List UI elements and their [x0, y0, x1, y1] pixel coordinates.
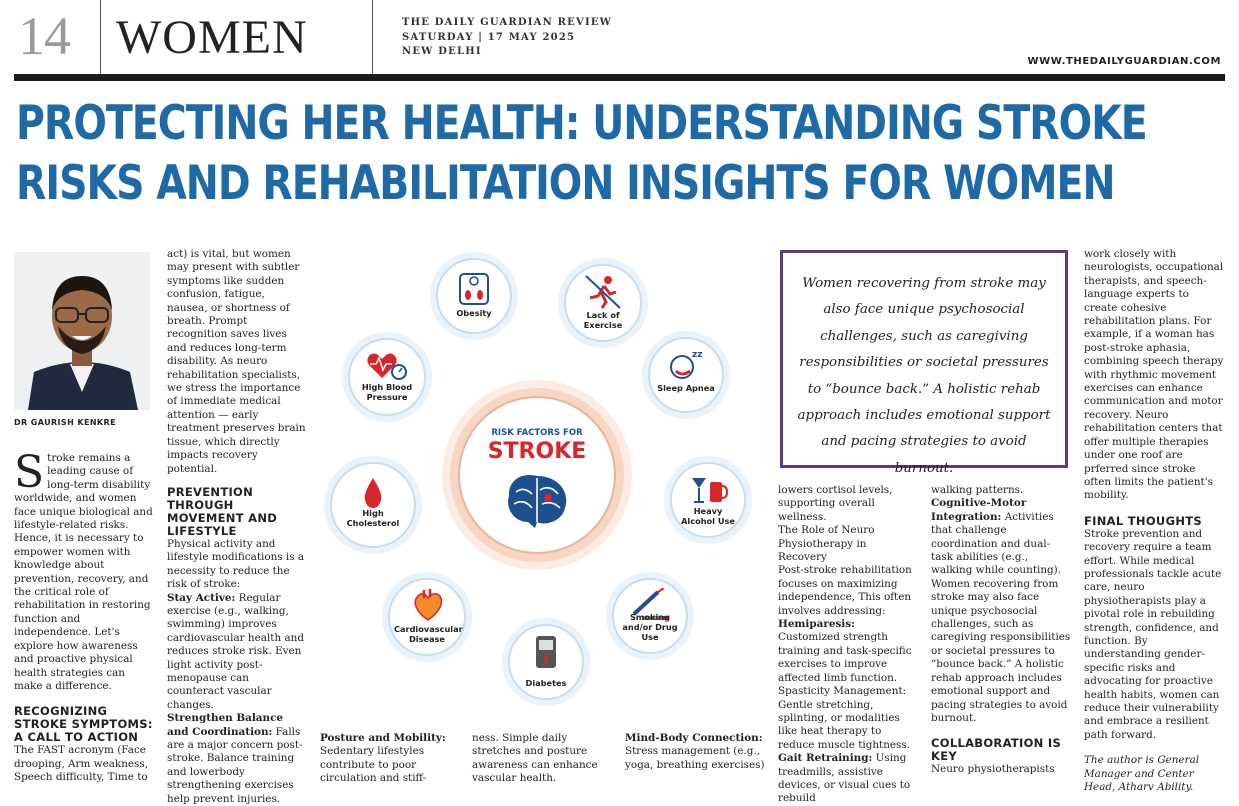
sleeping-face-icon [668, 347, 704, 381]
factor-diabetes [508, 624, 584, 700]
pull-quote [780, 250, 1068, 476]
website-link[interactable]: WWW.THEDAILYGUARDIAN.COM [1027, 56, 1221, 67]
factor-high-blood-pressure [348, 338, 426, 416]
factor-obesity [436, 258, 512, 334]
bold-label: Stay Active: [167, 591, 236, 604]
glucose-meter-icon [534, 634, 558, 670]
center-title: RISK FACTORS FOR [491, 428, 583, 438]
center-circle [458, 396, 616, 554]
headline-line: PROTECTING HER HEALTH: UNDERSTANDING STROKE [16, 96, 1147, 151]
section-heading: PREVENTION THROUGH MOVEMENT AND LIFESTYLE [167, 484, 278, 538]
heart-organ-icon [412, 588, 444, 622]
body-paragraph: Women recovering from stroke may also face unique psychosocial challenges, such as caregiving responsibilities or societal pressures to “bounce back.” A holistic rehab approach includes emotional support and pacing strategies to avoid burnout. [931, 577, 1071, 724]
heart-gauge-icon [366, 350, 408, 382]
quote-bar [780, 253, 783, 465]
body-paragraph: Stay Active: Regular exercise (e.g., walking, swimming) improves cardiovascular health and reduces stroke risk. Even light activity post-menopause can counteract vascular changes. [167, 591, 304, 711]
quote-bar [1065, 253, 1068, 465]
factor-label: Sleep Apnea [657, 383, 715, 393]
column-4 [931, 484, 1071, 777]
body-paragraph: The FAST acronym (Face drooping, Arm weakness, Speech difficulty, Time to [14, 744, 149, 784]
factor-label: Smoking and/or Drug Use [622, 612, 678, 642]
brain-icon [502, 470, 572, 532]
page-number: 14 [18, 6, 70, 66]
body-paragraph: lowers cortisol levels, supporting overall wellness. [778, 484, 893, 523]
headline-line: RISKS AND REHABILITATION INSIGHTS FOR WOMEN [16, 156, 1115, 211]
runner-icon [584, 274, 622, 310]
body-paragraph: ness. Simple daily stretches and posture awareness can enhance vascular health. [472, 732, 598, 785]
author-photo [14, 252, 150, 410]
body-paragraph: Hemiparesis: Customized strength training and task-specific exercises to improve affected limb function. [778, 618, 912, 684]
factor-high-cholesterol [330, 462, 416, 548]
center-word: STROKE [487, 439, 587, 464]
blood-drop-icon [361, 476, 385, 510]
bottom-text-1 [320, 732, 460, 786]
factor-cardiovascular-disease [388, 578, 466, 656]
factor-label: Cardiovascular Disease [394, 624, 463, 644]
scale-icon [458, 272, 490, 306]
section-heading: COLLABORATION IS KEY [931, 736, 1062, 764]
body-paragraph: Physical activity and lifestyle modifications is a necessity to reduce the risk of stroke: [167, 537, 305, 591]
bold-label: Gait Retraining: [778, 752, 873, 765]
bold-label: Hemiparesis: [778, 618, 855, 631]
masthead-rule [14, 74, 1225, 81]
factor-lack-of-exercise [564, 264, 642, 342]
drinks-icon [690, 474, 728, 506]
drop-cap: S [14, 447, 45, 498]
column-1 [14, 447, 155, 785]
section-heading: RECOGNIZING STROKE SYMPTOMS: A CALL TO ACTION [14, 704, 153, 745]
body-paragraph: Mind-Body Connection: Stress management (e.g., yoga, breathing exercises) [625, 732, 765, 771]
body-paragraph: work closely with neurologists, occupational therapists, and speech-language experts to create cohesive rehabilitation plans. For example, if a woman has post-stroke aphasia, combining speech therapy with rhythmic movement exercises can enhance communication and motor recovery. Neuro rehabilitation centers that offer multiple therapies under one roof are prferred since stroke often limits the patient's mobility. [1084, 248, 1224, 502]
body-paragraph: Stroke prevention and recovery require a team effort. While medical professionals tackle acute care, neuro physiotherapists play a pivotal role in rebuilding strength, confidence, and function. By understanding gender-specific risks and advocating for proactive health habits, women can reduce their vulnerability and embrace a resilient path forward. [1084, 527, 1222, 741]
svg-text:zz: zz [692, 350, 703, 360]
bottom-text-3 [625, 732, 775, 772]
column-2 [167, 248, 306, 806]
column-3 [778, 484, 918, 806]
masthead-divider [372, 0, 373, 74]
bold-label: Strengthen Balance and Coordination: [167, 712, 284, 738]
factor-label: High Cholesterol [346, 508, 400, 528]
publication-city: NEW DELHI [402, 46, 482, 57]
body-paragraph: Posture and Mobility: Sedentary lifestyles contribute to poor circulation and stiff- [320, 732, 446, 785]
body-paragraph: The Role of Neuro Physiotherapy in Recovery [778, 524, 875, 564]
bottom-text-2 [472, 732, 614, 786]
factor-sleep-apnea [648, 337, 724, 413]
publication-name: THE DAILY GUARDIAN REVIEW [402, 17, 613, 28]
section-title: WOMEN [116, 11, 308, 64]
bold-label: Cognitive-Motor Integration: [931, 497, 1027, 523]
body-paragraph: walking patterns. [931, 484, 1024, 496]
quote-text: Women recovering from stroke may also face unique psychosocial challenges, such as caregiving responsibilities or societal pressures to “bounce back.” A holistic rehab approach includes emotional support and pacing strategies to avoid burnout. [797, 276, 1051, 476]
body-paragraph: Post-stroke rehabilitation focuses on maximizing independence, This often involves addressing: [778, 564, 912, 617]
masthead-divider [100, 0, 101, 74]
author-note: The author is General Manager and Center Head, Atharv Ability. [1084, 754, 1200, 794]
headline [16, 94, 1147, 214]
section-heading: FINAL THOUGHTS [1084, 513, 1202, 528]
publication-date: SATURDAY | 17 MAY 2025 [402, 32, 576, 43]
body-paragraph: Strengthen Balance and Coordination: Falls are a major concern post-stroke. Balance training and lowerbody strengthening exercises help prevent injuries. [167, 712, 303, 805]
factor-label: Obesity [456, 308, 492, 318]
body-paragraph: Gait Retraining: Using treadmills, assistive devices, or visual cues to rebuild [778, 752, 911, 805]
factor-heavy-alcohol-use [670, 462, 746, 538]
factor-label: Heavy Alcohol Use [681, 506, 735, 526]
bold-label: Mind-Body Connection: [625, 732, 763, 744]
intro-paragraph: Stroke remains a leading cause of long-term disability worldwide, and women face unique biological and lifestyle-related risks. Hence, it is necessary to empower women with knowledge about prevention, recovery, and the critical role of rehabilitation in restoring function and independence. Let's explore how awareness and proactive physical health strategies can make a difference. [14, 447, 153, 692]
factor-label: High Blood Pressure [361, 382, 413, 402]
author-byline: DR GAURISH KENKRE [14, 418, 116, 427]
body-paragraph: Spasticity Management: Gentle stretching, splinting, or modalities like heat therapy to reduce muscle tightness. [778, 685, 911, 751]
body-paragraph: Cognitive-Motor Integration: Activities that challenge coordination and dual-task abilities (e.g., walking while counting). [931, 497, 1062, 577]
body-paragraph: Neuro physiotherapists [931, 763, 1055, 776]
body-paragraph: act) is vital, but women may present with subtler symptoms like sudden confusion, fatigue, nausea, or shortness of breath. Prompt recognition saves lives and reduces long-term disability. As neuro rehabilitation specialists, we stress the importance of immediate medical attention — early treatment preserves brain tissue, which directly impacts recovery potential. [167, 248, 306, 475]
factor-label: Diabetes [525, 678, 567, 688]
column-5 [1084, 248, 1224, 794]
factor-smoking-drug-use [612, 578, 688, 654]
factor-label: Lack of Exercise [583, 310, 623, 330]
bold-label: Posture and Mobility: [320, 732, 446, 744]
